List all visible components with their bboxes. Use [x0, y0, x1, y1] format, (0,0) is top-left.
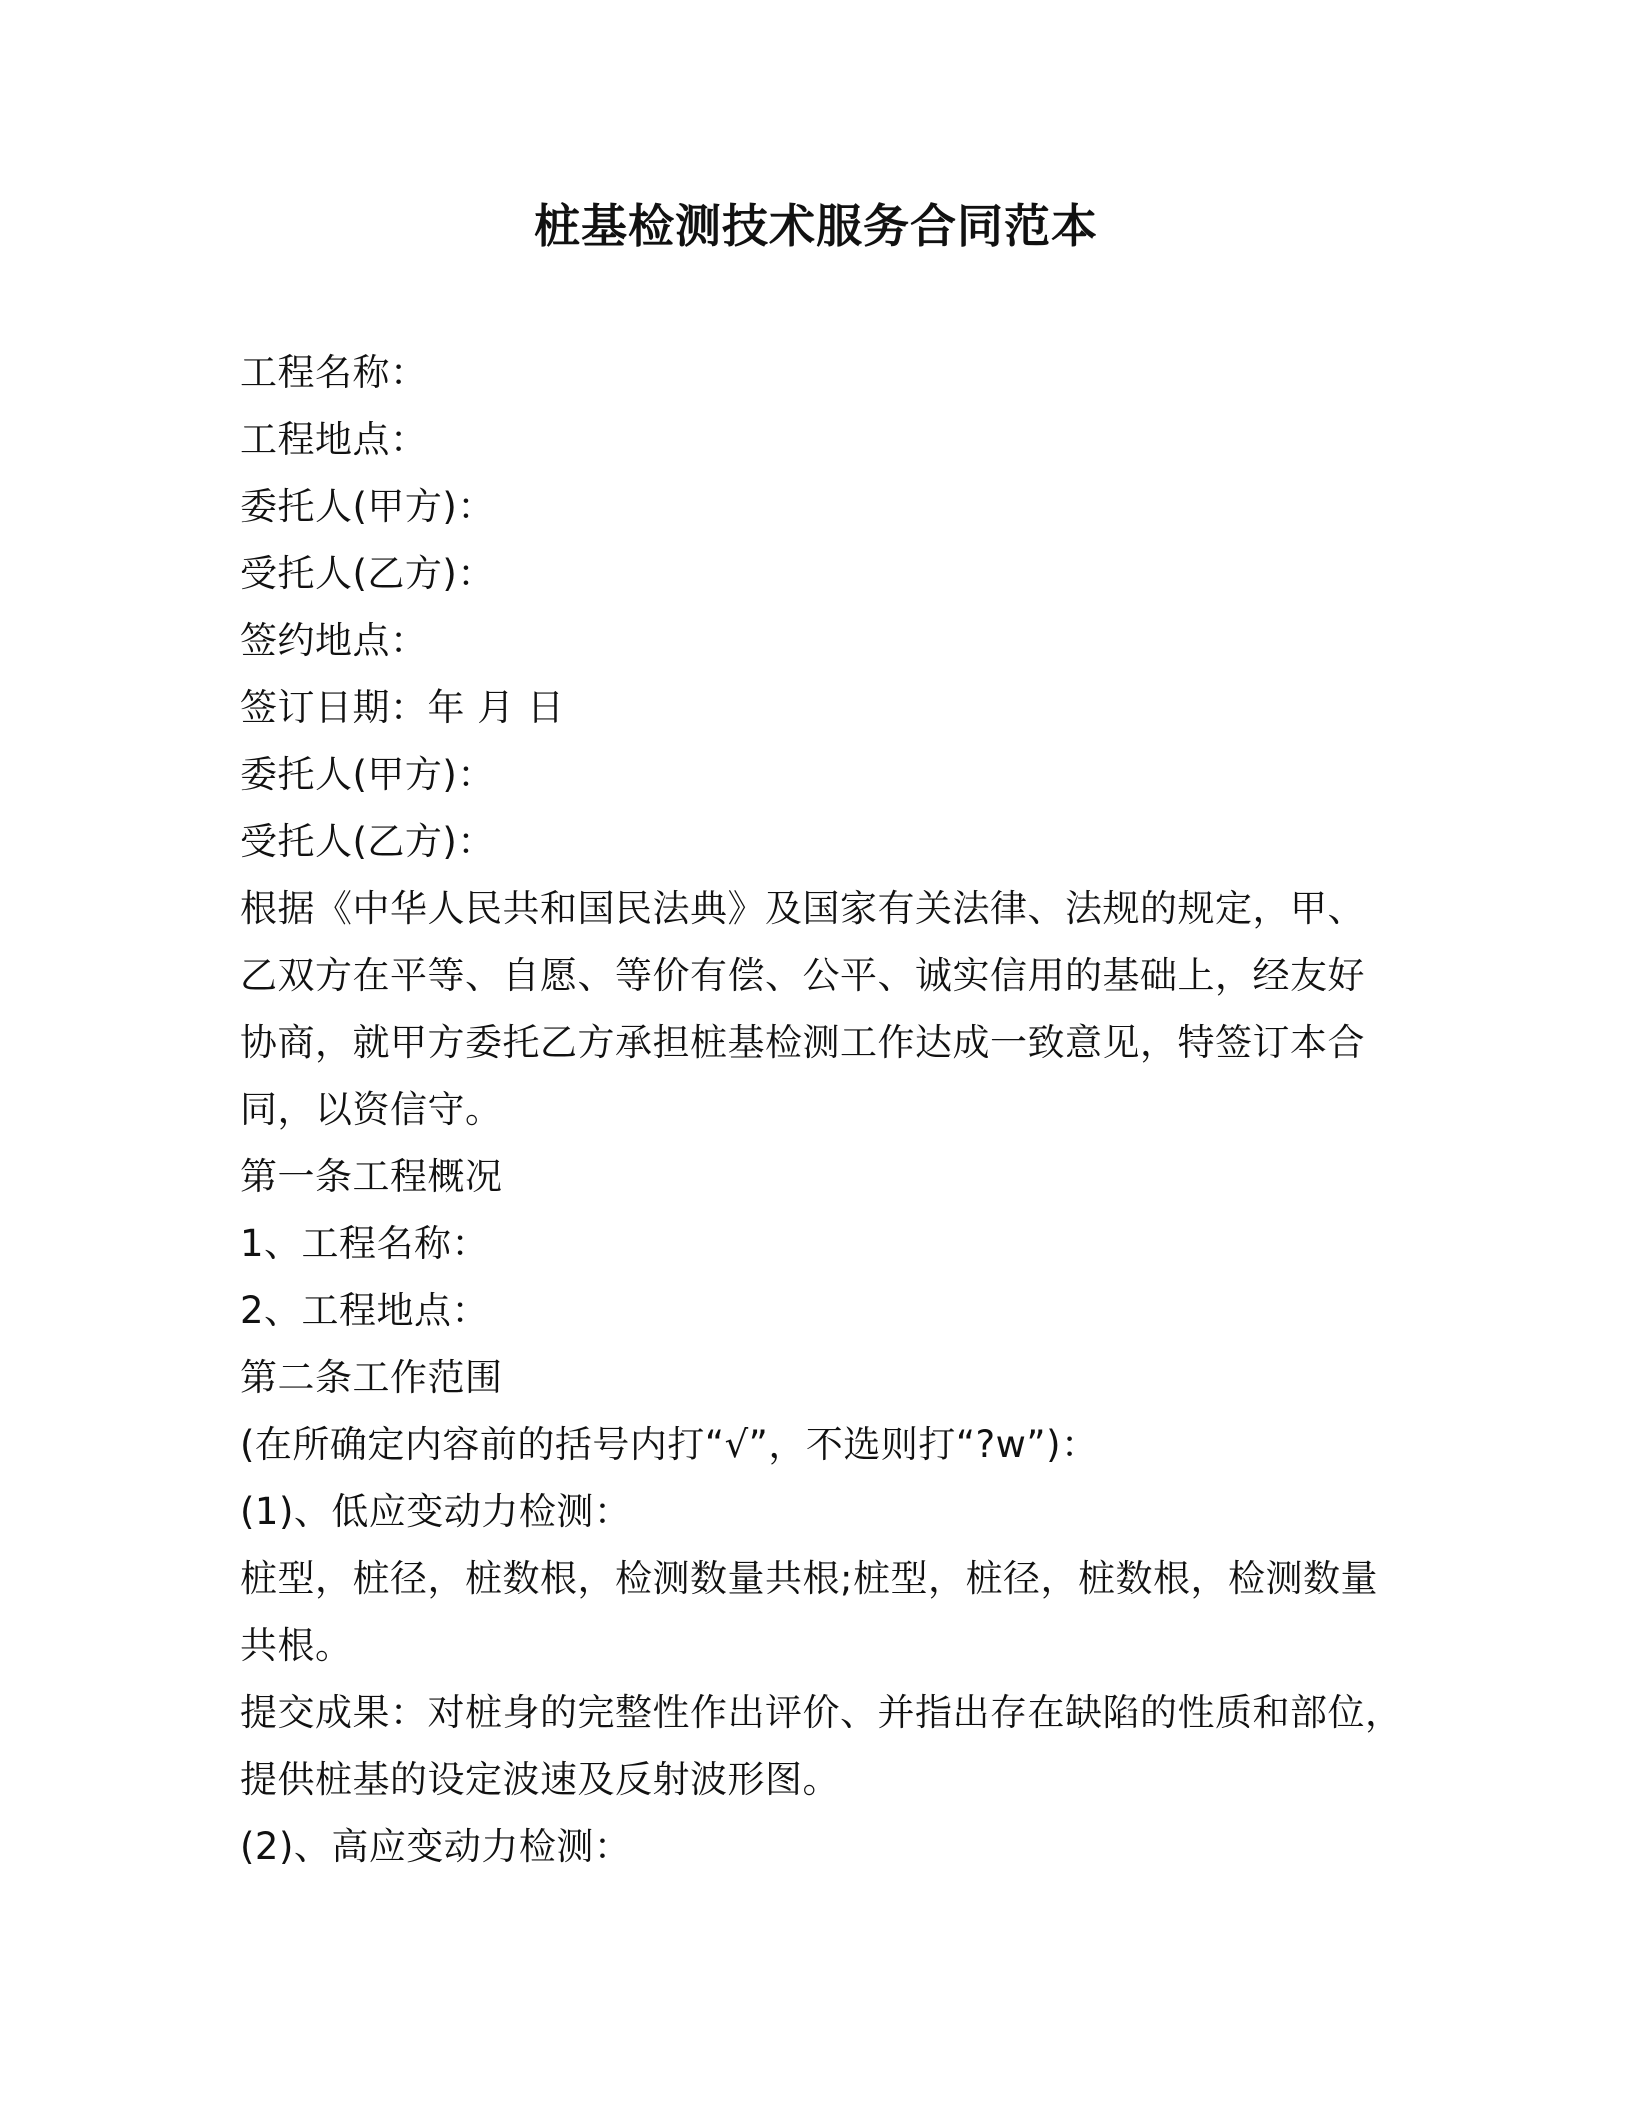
field-client-party-a: 委托人(甲方)： — [240, 485, 495, 528]
article-1-item-2: 2、工程地点： — [240, 1289, 490, 1332]
scope-item-1-heading: (1)、低应变动力检测： — [240, 1490, 632, 1533]
preamble-line: 乙双方在平等、自愿、等价有偿、公平、诚实信用的基础上，经友好 — [240, 954, 1365, 997]
field-contractor-party-b-repeat: 受托人(乙方)： — [240, 820, 495, 863]
preamble-line: 协商，就甲方委托乙方承担桩基检测工作达成一致意见，特签订本合 — [240, 1021, 1365, 1064]
field-signing-date: 签订日期：年 月 日 — [240, 686, 565, 729]
field-contractor-party-b: 受托人(乙方)： — [240, 552, 495, 595]
article-2-heading: 第二条工作范围 — [240, 1356, 503, 1399]
scope-item-1-text: 桩型，桩径，桩数根，检测数量共根;桩型，桩径，桩数根，检测数量 — [240, 1557, 1378, 1600]
field-signing-place: 签约地点： — [240, 619, 428, 662]
field-client-party-a-repeat: 委托人(甲方)： — [240, 753, 495, 796]
preamble-line: 同，以资信守。 — [240, 1088, 503, 1131]
article-2-instruction: (在所确定内容前的括号内打“√”，不选则打“?w”)： — [240, 1423, 1099, 1466]
document-body — [240, 339, 1403, 1880]
article-1-heading: 第一条工程概况 — [240, 1155, 503, 1198]
field-project-name: 工程名称： — [240, 351, 428, 394]
scope-item-1-deliverables: 提供桩基的设定波速及反射波形图。 — [240, 1758, 840, 1801]
scope-item-2-heading: (2)、高应变动力检测： — [240, 1825, 632, 1868]
scope-item-1-deliverables: 提交成果：对桩身的完整性作出评价、并指出存在缺陷的性质和部位， — [240, 1691, 1403, 1734]
preamble-line: 根据《中华人民共和国民法典》及国家有关法律、法规的规定，甲、 — [240, 887, 1365, 930]
field-project-location: 工程地点： — [240, 418, 428, 461]
article-1-item-1: 1、工程名称： — [240, 1222, 490, 1265]
scope-item-1-text: 共根。 — [240, 1624, 353, 1667]
document-title: 桩基检测技术服务合同范本 — [534, 199, 1098, 253]
